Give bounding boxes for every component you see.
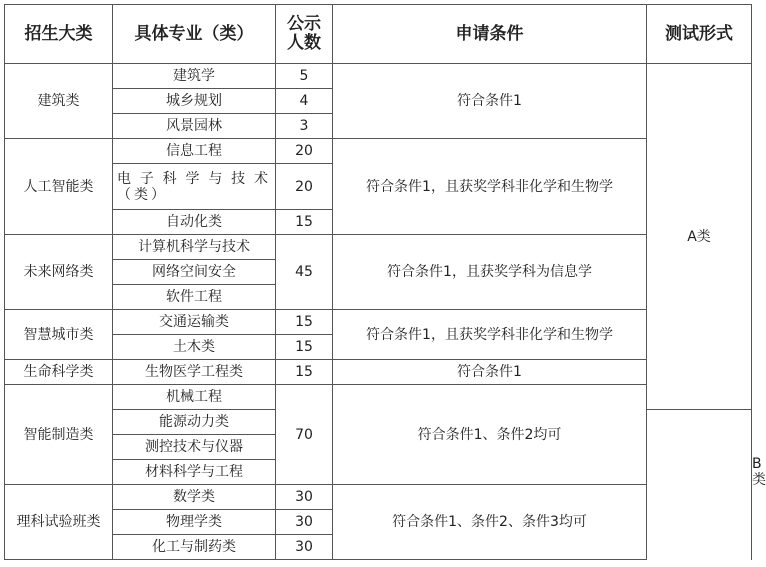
category-cell: 人工智能类 [5,139,113,235]
major-cell: 材料科学与工程 [113,460,276,485]
major-cell: 物理学类 [113,510,276,535]
table-row [5,310,752,335]
header-major: 具体专业（类） [113,5,276,64]
category-cell: 建筑类 [5,64,113,139]
major-cell: 信息工程 [113,139,276,164]
header-category: 招生大类 [5,5,113,64]
table-row [5,485,752,510]
category-cell: 理科试验班类 [5,485,113,560]
header-count [276,5,333,64]
test-cell-a: A类 [647,64,752,410]
count-cell: 5 [276,64,333,89]
major-cell: 自动化类 [113,210,276,235]
count-cell: 70 [276,385,333,485]
table-row: 智能制造类 机械工程 70 符合条件1、条件2均可 B类 [5,385,752,410]
major-cell: 生物医学工程类 [113,360,276,385]
condition-cell: 符合条件1，且获奖学科非化学和生物学 [333,310,647,360]
count-cell: 15 [276,360,333,385]
condition-cell: 符合条件1 [333,64,647,139]
table-row [5,64,752,89]
count-cell: 3 [276,114,333,139]
condition-cell: 符合条件1、条件2、条件3均可 [333,485,647,560]
major-cell: 城乡规划 [113,89,276,114]
admission-table [4,4,766,560]
count-cell: 15 [276,210,333,235]
count-cell: 4 [276,89,333,114]
major-cell: 数学类 [113,485,276,510]
count-cell: 45 [276,235,333,310]
major-cell: 网络空间安全 [113,260,276,285]
major-cell: 机械工程 [113,385,276,410]
count-cell: 30 [276,535,333,560]
condition-cell: 符合条件1 [333,360,647,385]
major-cell: 交通运输类 [113,310,276,335]
count-cell: 20 [276,139,333,164]
major-cell: 能源动力类 [113,410,276,435]
table-row [5,360,752,385]
category-cell: 智能制造类 [5,385,113,485]
header-test: 测试形式 [647,5,752,64]
major-cell: 计算机科学与技术 [113,235,276,260]
major-cell: 测控技术与仪器 [113,435,276,460]
table-row [5,139,752,164]
category-cell: 未来网络类 [5,235,113,310]
condition-cell: 符合条件1，且获奖学科非化学和生物学 [333,139,647,235]
condition-cell: 符合条件1、条件2均可 [333,385,647,485]
count-cell: 15 [276,335,333,360]
count-cell: 30 [276,485,333,510]
table-row [5,235,752,260]
major-cell: 电子科学与技术（类） [113,164,276,210]
category-cell: 智慧城市类 [5,310,113,360]
major-cell: 风景园林 [113,114,276,139]
count-cell: 15 [276,310,333,335]
condition-cell: 符合条件1，且获奖学科为信息学 [333,235,647,310]
major-cell: 软件工程 [113,285,276,310]
header-row [5,5,752,64]
header-condition: 申请条件 [333,5,647,64]
count-cell: 20 [276,164,333,210]
count-cell: 30 [276,510,333,535]
category-cell: 生命科学类 [5,360,113,385]
major-cell: 建筑学 [113,64,276,89]
header-count-text: 公示人数 [286,14,321,53]
major-cell: 土木类 [113,335,276,360]
major-cell: 化工与制药类 [113,535,276,560]
